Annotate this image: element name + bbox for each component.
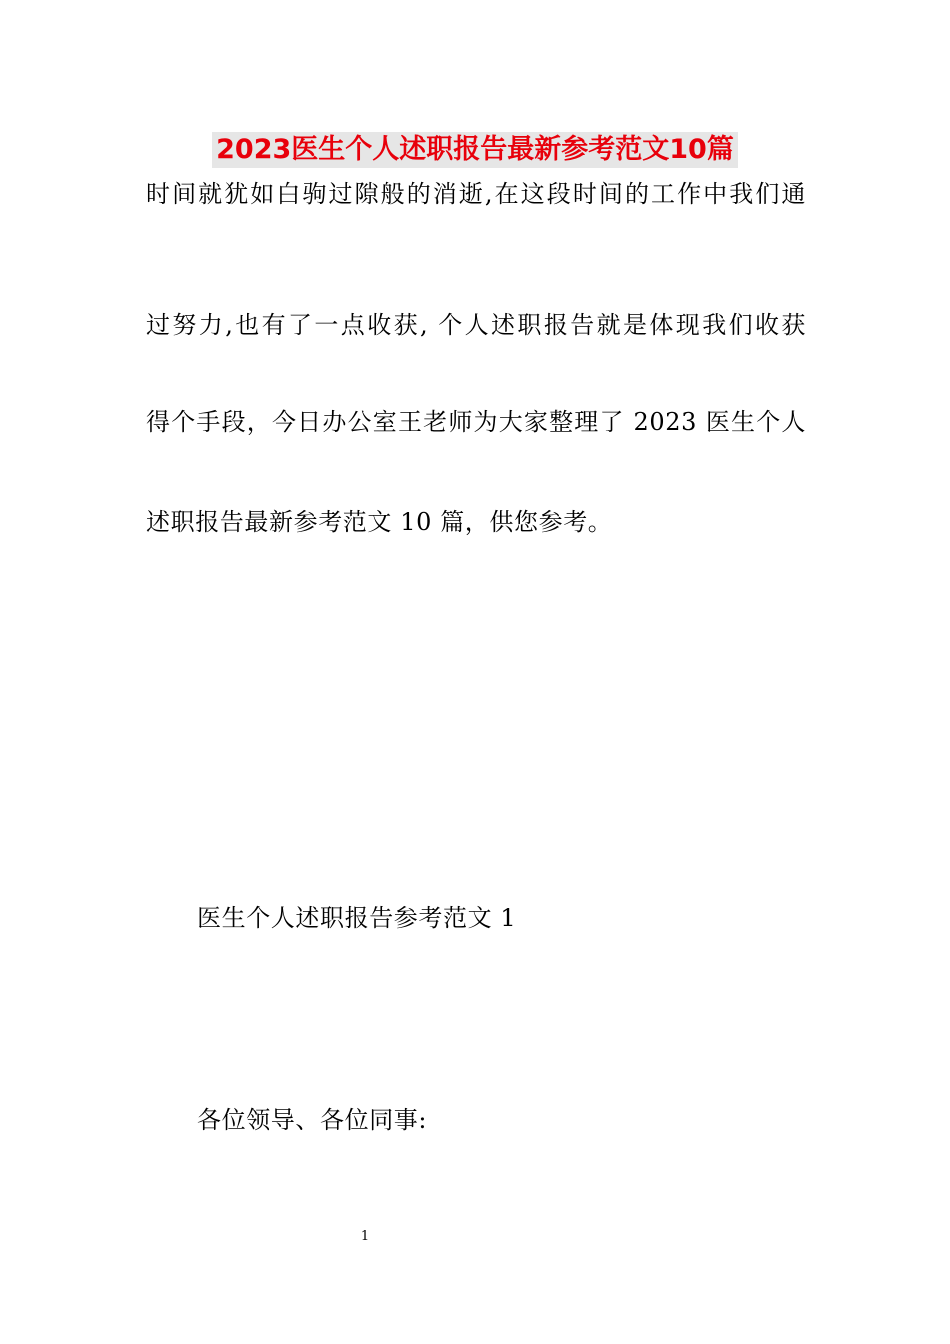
intro-line-1: 时间就犹如白驹过隙般的消逝,在这段时间的工作中我们通 <box>146 180 806 208</box>
greeting-line: 各位领导、各位同事: <box>197 1106 428 1134</box>
section-heading: 医生个人述职报告参考范文 1 <box>197 904 517 932</box>
intro-line-2: 过努力,也有了一点收获, 个人述职报告就是体现我们收获 <box>146 311 806 339</box>
title-container <box>0 132 950 168</box>
intro-line-3: 得个手段，今日办公室王老师为大家整理了 2023 医生个人 <box>146 408 806 436</box>
intro-line-4: 述职报告最新参考范文 10 篇，供您参考。 <box>146 508 613 536</box>
document-title: 2023医生个人述职报告最新参考范文10篇 <box>212 132 738 168</box>
page-number: 1 <box>360 1229 370 1244</box>
